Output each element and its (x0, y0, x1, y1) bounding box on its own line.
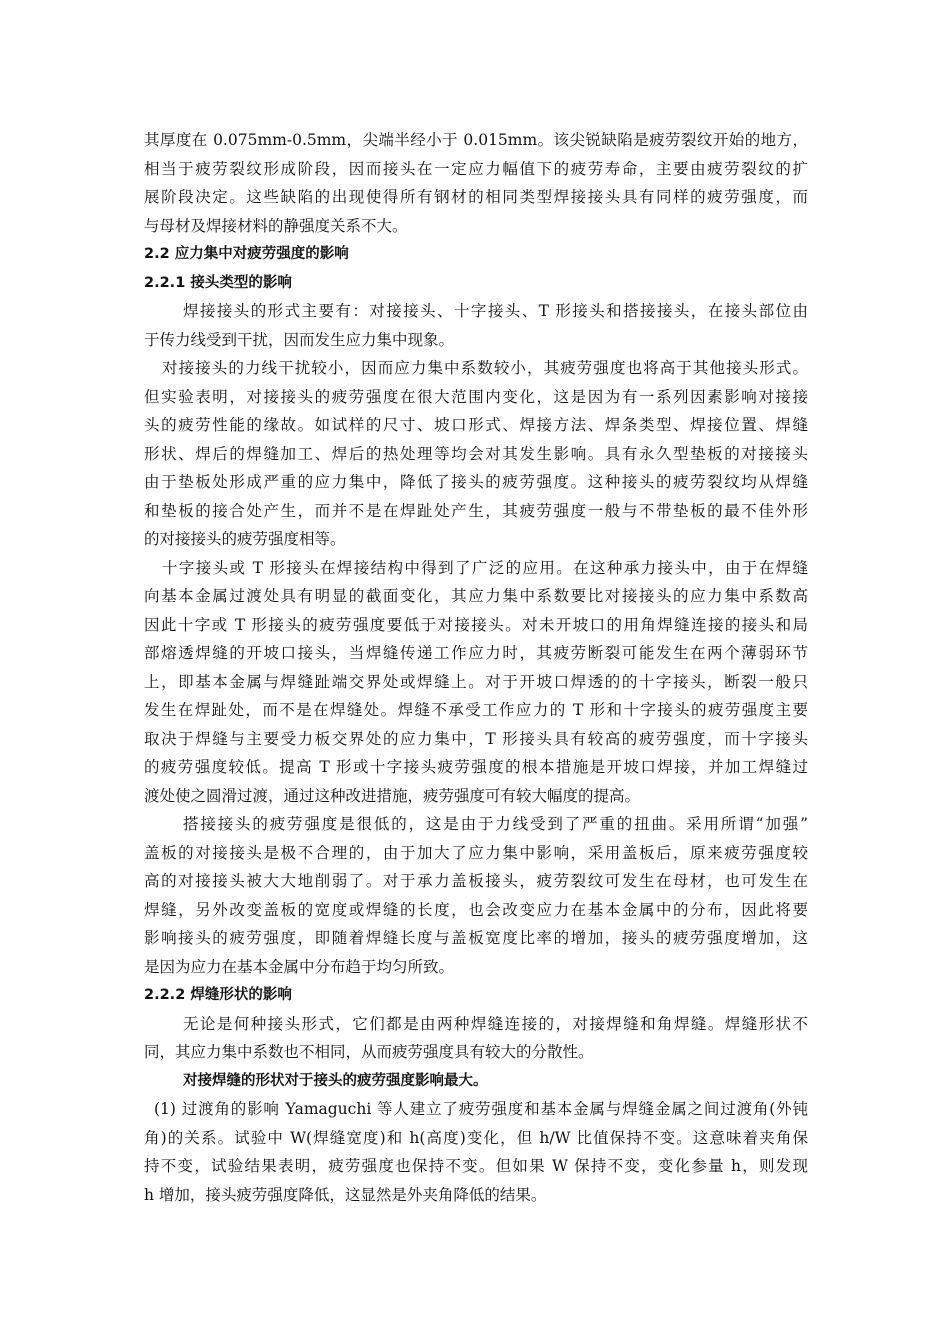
text-line: 搭接接头的疲劳强度是很低的，这是由于力线受到了严重的扭曲。采用所谓“加强” (183, 815, 808, 833)
section-heading (144, 1067, 808, 1096)
text-line: 无论是何种接头形式，它们都是由两种焊缝连接的，对接焊缝和角焊缝。焊缝形状不 (183, 1014, 808, 1033)
text-line: 上，即基本金属与焊缝趾端交界处或焊缝上。对于开坡口焊透的的十字接头，断裂一般只 (144, 672, 808, 691)
section-heading (144, 981, 808, 1010)
paragraph (144, 354, 808, 554)
text-line: 2.2 应力集中对疲劳强度的影响 (144, 246, 349, 262)
section-heading (144, 269, 808, 298)
text-line: (1) 过渡角的影响 Yamaguchi 等人建立了疲劳强度和基本金属与焊缝金属之间过渡角(外钝 (154, 1100, 808, 1118)
text-line: 影响接头的疲劳强度，即随着焊缝长度与盖板宽度比率的增加，接头的疲劳强度增加，这 (144, 929, 808, 947)
section-heading (144, 240, 808, 269)
text-line: 2.2.2 焊缝形状的影响 (144, 987, 292, 1003)
text-line: 于传力线受到干扰，因而发生应力集中现象。 (144, 330, 455, 349)
paragraph (144, 126, 808, 240)
text-line: 持不变，试验结果表明，疲劳强度也保持不变。但如果 W 保持不变，变化参量 h，则发现 (144, 1157, 808, 1175)
text-line: 2.2.1 接头类型的影响 (144, 274, 292, 291)
document-page (144, 126, 808, 1209)
text-line: 是因为应力在基本金属中分布趋于均匀所致。 (144, 957, 455, 976)
paragraph (144, 1010, 808, 1067)
text-line: 对接接头的力线干扰较小，因而应力集中系数较小，其疲劳强度也将高于其他接头形式。 (162, 359, 808, 377)
text-line: 因此十字或 T 形接头的疲劳强度要低于对接接头。对未开坡口的用角焊缝连接的接头和局 (144, 615, 808, 634)
text-line: 和垫板的接合处产生，而并不是在焊趾处产生，其疲劳强度一般与不带垫板的最不佳外形 (144, 501, 808, 520)
paragraph (144, 1095, 808, 1209)
text-line: 角)的关系。试验中 W(焊缝宽度)和 h(高度)变化，但 h/W 比值保持不变。这意味着夹角保 (144, 1128, 808, 1147)
paragraph (144, 810, 808, 981)
text-line: h 增加，接头疲劳强度降低，这显然是外夹角降低的结果。 (144, 1185, 547, 1204)
text-line: 展阶段决定。这些缺陷的出现使得所有钢材的相同类型焊接接头具有同样的疲劳强度，而 (144, 188, 808, 206)
text-line: 对接焊缝的形状对于接头的疲劳强度影响最大。 (183, 1072, 488, 1089)
text-line: 的对接接头的疲劳强度相等。 (144, 530, 346, 548)
text-line: 取决于焊缝与主要受力板交界处的应力集中，T 形接头具有较高的疲劳强度，而十字接头 (144, 729, 808, 748)
text-line: 向基本金属过渡处具有明显的截面变化，其应力集中系数要比对接接头的应力集中系数高 (144, 587, 808, 605)
paragraph (144, 554, 808, 811)
text-line: 焊缝，另外改变盖板的宽度或焊缝的长度，也会改变应力在基本金属中的分布，因此将要 (144, 900, 808, 919)
paragraph (144, 297, 808, 354)
text-line: 盖板的对接接头是极不合理的，由于加大了应力集中影响，采用盖板后，原来疲劳强度较 (144, 843, 808, 862)
text-line: 渡处使之圆滑过渡，通过这种改进措施，疲劳强度可有较大幅度的提高。 (144, 786, 641, 805)
text-line: 同，其应力集中系数也不相同，从而疲劳强度具有较大的分散性。 (144, 1043, 594, 1061)
text-line: 部熔透焊缝的开坡口接头，当焊缝传递工作应力时，其疲劳断裂可能发生在两个薄弱环节 (144, 644, 808, 662)
text-line: 高的对接接头被大大地削弱了。对于承力盖板接头，疲劳裂纹可发生在母材，也可发生在 (144, 872, 808, 890)
text-line: 与母材及焊接材料的静强度关系不大。 (144, 216, 408, 235)
text-line: 的疲劳强度较低。提高 T 形或十字接头疲劳强度的根本措施是开坡口焊接，并加工焊缝过 (144, 758, 808, 776)
text-line: 十字接头或 T 形接头在焊接结构中得到了广泛的应用。在这种承力接头中，由于在焊缝 (162, 558, 808, 577)
text-line: 头的疲劳性能的缘故。如试样的尺寸、坡口形式、焊接方法、焊条类型、焊接位置、焊缝 (144, 416, 808, 434)
text-line: 焊接接头的形式主要有：对接接头、十字接头、T 形接头和搭接接头，在接头部位由 (183, 302, 808, 320)
text-line: 但实验表明，对接接头的疲劳强度在很大范围内变化，这是因为有一系列因素影响对接接 (144, 387, 808, 406)
text-line: 由于垫板处形成严重的应力集中，降低了接头的疲劳强度。这种接头的疲劳裂纹均从焊缝 (144, 473, 808, 491)
text-line: 形状、焊后的焊缝加工、焊后的热处理等均会对其发生影响。具有永久型垫板的对接接头 (144, 444, 808, 463)
text-line: 发生在焊趾处，而不是在焊缝处。焊缝不承受工作应力的 T 形和十字接头的疲劳强度主要 (144, 701, 808, 719)
text-line: 其厚度在 0.075mm-0.5mm，尖端半经小于 0.015mm。该尖锐缺陷是疲劳裂纹开始的地方， (144, 131, 808, 149)
text-line: 相当于疲劳裂纹形成阶段，因而接头在一定应力幅值下的疲劳寿命，主要由疲劳裂纹的扩 (144, 159, 808, 178)
